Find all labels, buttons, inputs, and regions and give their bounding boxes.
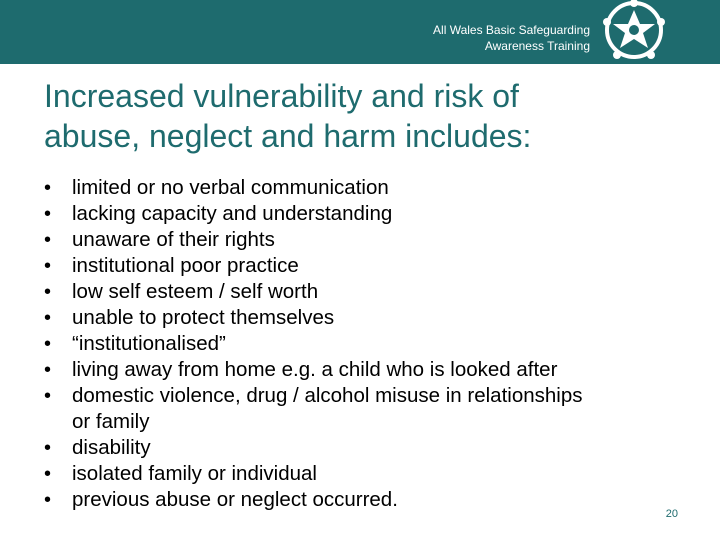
list-item-text: domestic violence, drug / alcohol misuse in relationships: [72, 384, 583, 407]
list-item: [44, 253, 694, 279]
title-line-2: abuse, neglect and harm includes:: [44, 118, 532, 154]
list-item: [44, 227, 694, 253]
list-item: [44, 461, 694, 487]
list-item: [44, 435, 694, 461]
bullet-icon: •: [44, 177, 52, 199]
list-item: [44, 175, 694, 201]
bullet-icon: •: [44, 255, 52, 277]
star-people-logo-icon: [592, 0, 684, 64]
list-item-text-continued: or family: [72, 410, 150, 433]
list-item: [44, 279, 694, 305]
bullet-icon: •: [44, 203, 52, 225]
bullet-icon: •: [44, 489, 52, 511]
list-item-text: institutional poor practice: [72, 254, 299, 277]
list-item-text: unable to protect themselves: [72, 306, 335, 329]
bullet-icon: •: [44, 307, 52, 329]
bullet-icon: •: [44, 437, 52, 459]
bullet-icon: •: [44, 281, 52, 303]
brand-text: [370, 22, 590, 54]
list-item-text: previous abuse or neglect occurred.: [72, 488, 398, 511]
brand-line-1: All Wales Basic Safeguarding: [433, 23, 590, 37]
slide-title: [44, 76, 664, 156]
list-item-text: limited or no verbal communication: [72, 176, 389, 199]
list-item-text: disability: [72, 436, 151, 459]
header-bar: [0, 0, 720, 64]
list-item: [44, 383, 694, 435]
list-item-text: living away from home e.g. a child who is looked after: [72, 358, 558, 381]
list-item: [44, 201, 694, 227]
list-item-text: isolated family or individual: [72, 462, 317, 485]
list-item-text: unaware of their rights: [72, 228, 275, 251]
page-number: 20: [665, 508, 678, 520]
bullet-icon: •: [44, 385, 52, 407]
list-item: [44, 357, 694, 383]
list-item-text: “institutionalised”: [72, 332, 226, 355]
bullet-icon: •: [44, 229, 52, 251]
bullet-list: [44, 175, 694, 513]
bullet-icon: •: [44, 333, 52, 355]
list-item: [44, 305, 694, 331]
title-line-1: Increased vulnerability and risk of: [44, 78, 519, 114]
bullet-icon: •: [44, 359, 52, 381]
list-item: [44, 487, 694, 513]
brand-line-2: Awareness Training: [484, 39, 590, 53]
list-item-text: low self esteem / self worth: [72, 280, 319, 303]
list-item: [44, 331, 694, 357]
list-item-text: lacking capacity and understanding: [72, 202, 393, 225]
bullet-icon: •: [44, 463, 52, 485]
